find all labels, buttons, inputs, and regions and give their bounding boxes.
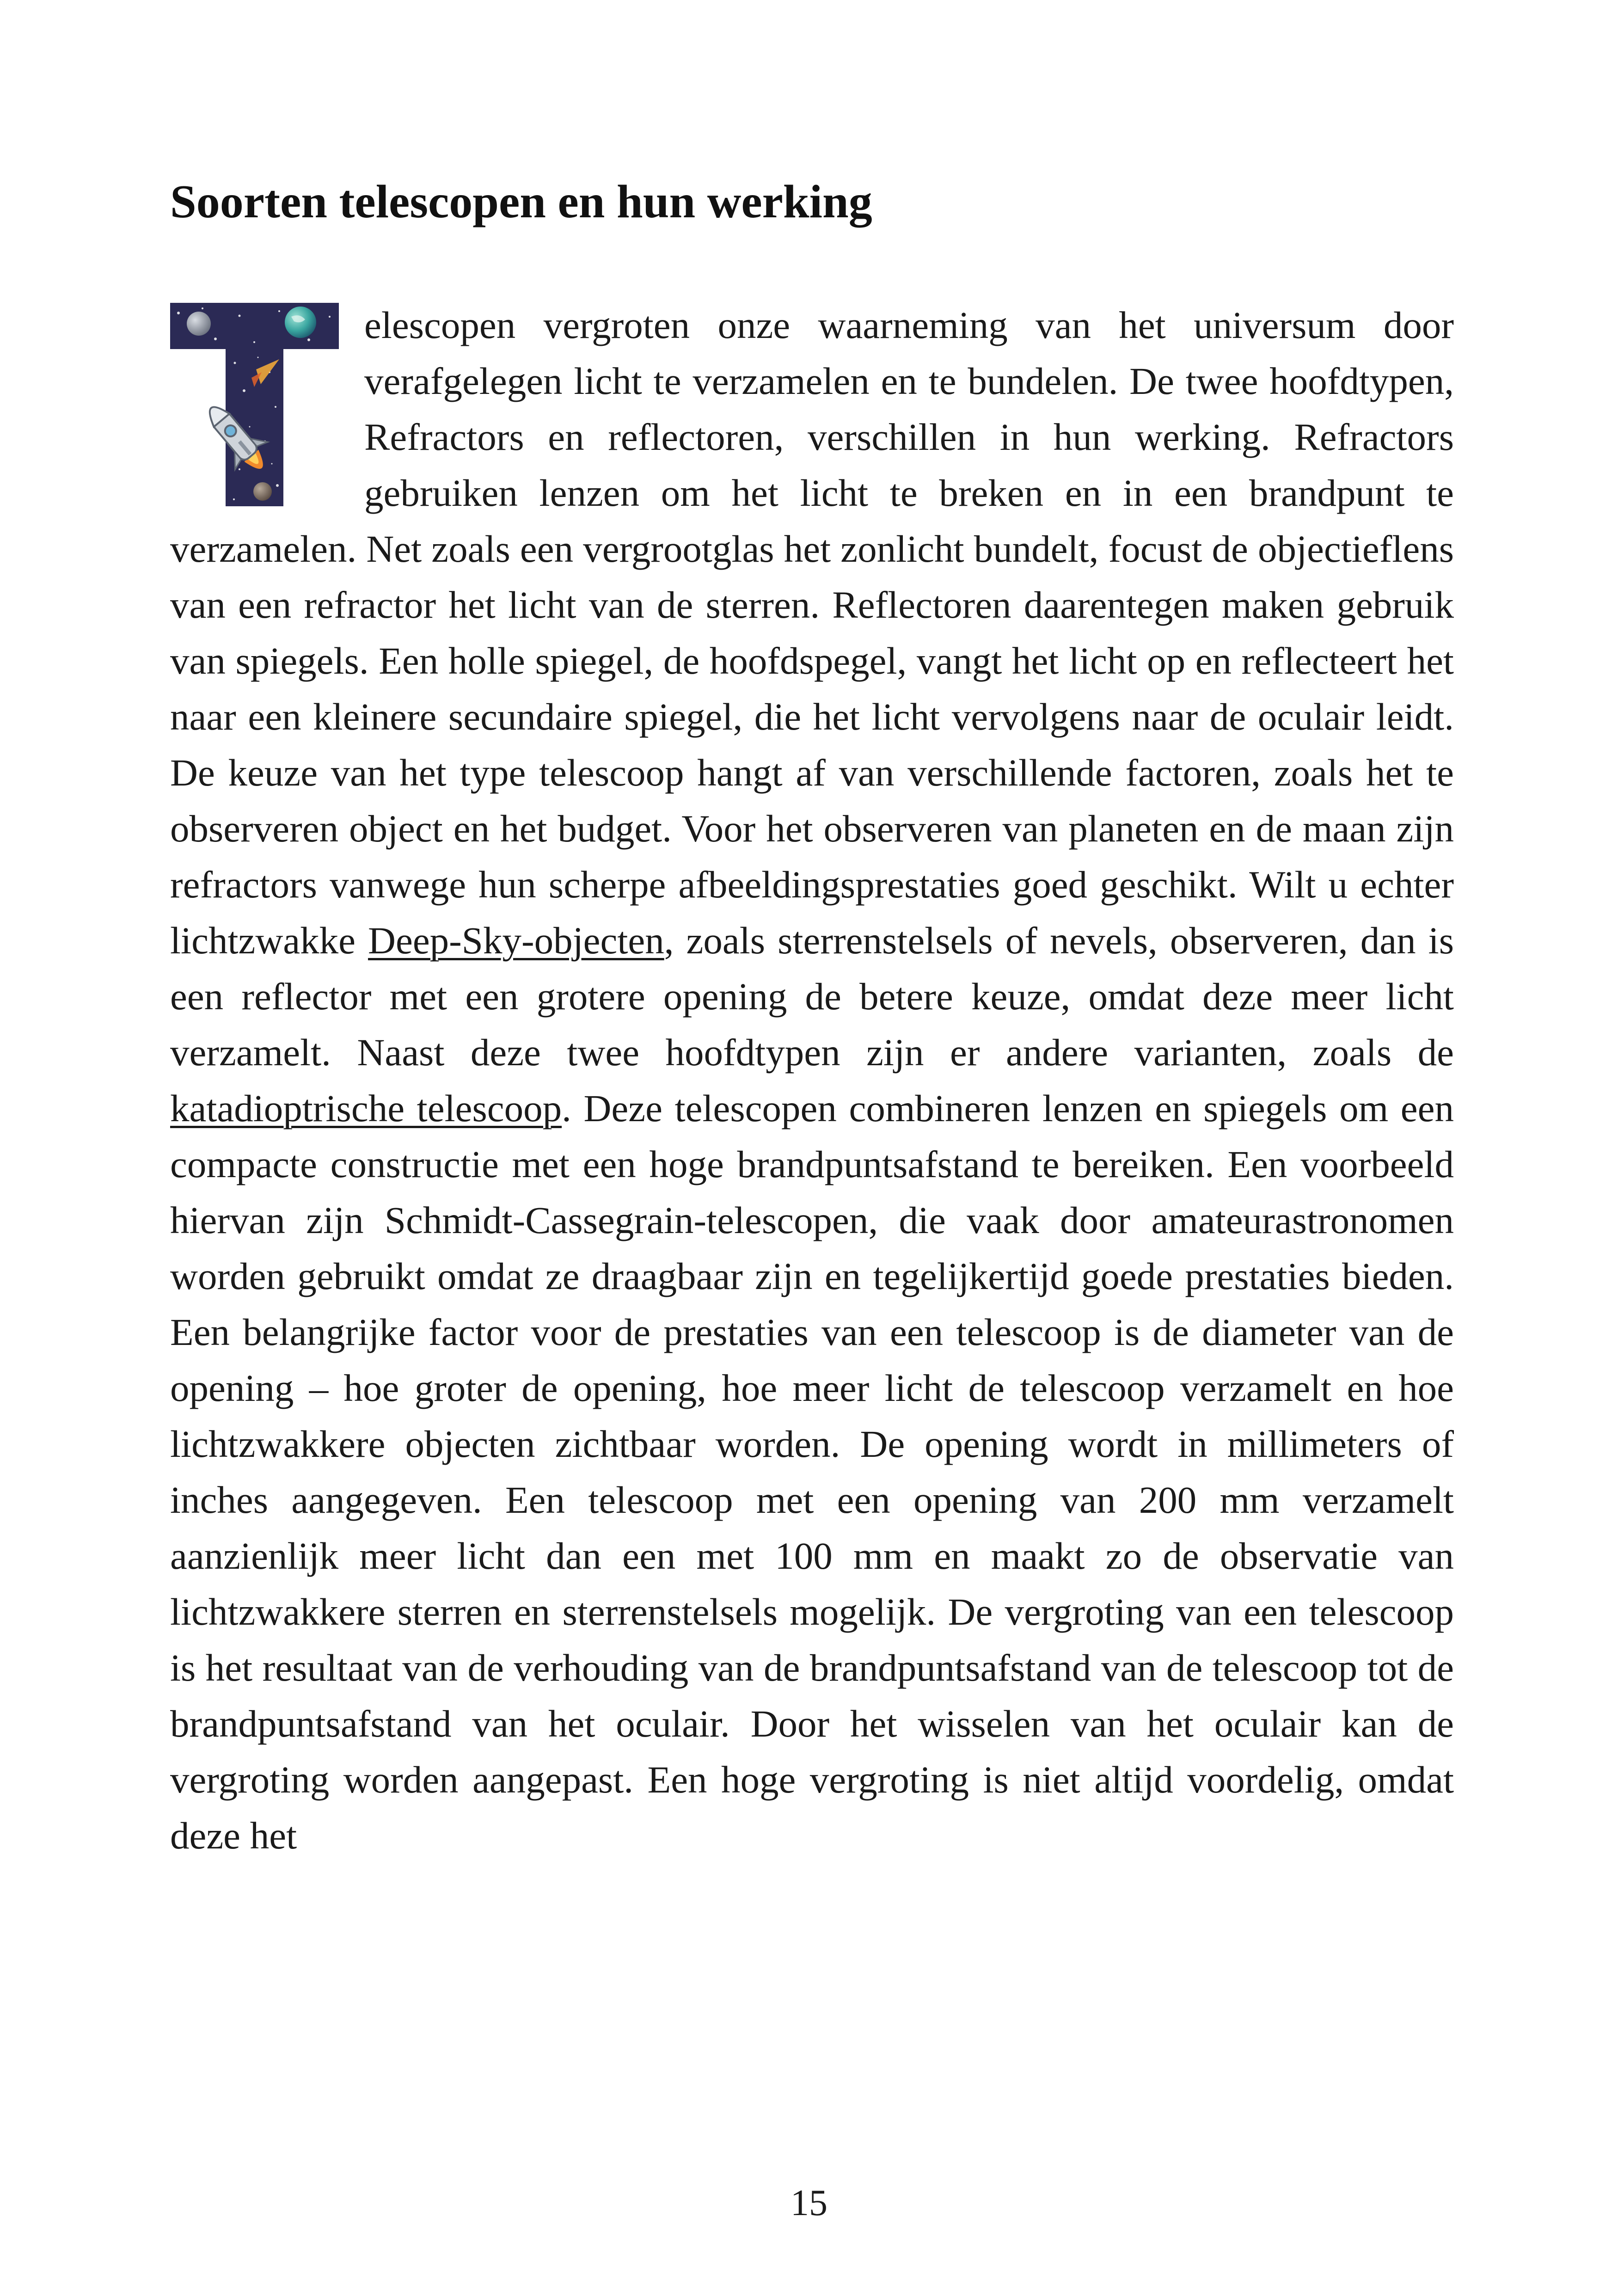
deep-sky-objects-link[interactable]: Deep-Sky-objecten [368,919,664,962]
space-letter-t-icon [170,303,339,506]
paragraph-text-2: , zoals sterrenstelsels of nevels, observeren, dan is een reflector met een grotere opening de betere keuze, omdat deze meer licht verzamelt. Naast deze twee hoofdtypen zijn er andere varianten, zoals de [170,919,1454,1074]
body-paragraph [170,297,1454,1864]
paragraph-text-3: . Deze telescopen combineren lenzen en spiegels om een compacte constructie met een hoge brandpuntsafstand te bereiken. Een voorbeeld hiervan zijn Schmidt-Cassegrain-telescopen, die vaak door amateurastronomen worden gebruikt omdat ze draagbaar zijn en tegelijkertijd goede prestaties bieden. Een belangrijke factor voor de prestaties van een telescoop is de diameter van de opening – hoe groter de opening, hoe meer licht de telescoop verzamelt en hoe lichtzwakkere objecten zichtbaar worden. De opening wordt in millimeters of inches aangegeven. Een telescoop met een opening van 200 mm verzamelt aanzienlijk meer licht dan een met 100 mm en maakt zo de observatie van lichtzwakkere sterren en sterrenstelsels mogelijk. De vergroting van een telescoop is het resultaat van de verhouding van de brandpuntsafstand van de telescoop tot de brandpuntsafstand van het oculair. Door het wisselen van het oculair kan de vergroting worden aangepast. Een hoge vergroting is niet altijd voordelig, omdat deze het [170,1087,1454,1857]
catadioptric-telescope-link[interactable]: katadioptrische telescoop [170,1087,562,1130]
paragraph-text-1: elescopen vergroten onze waarneming van het universum door verafgelegen licht te verzamelen en te bundelen. De twee hoofdtypen, Refractors en reflectoren, verschillen in hun werking. Refractors gebruiken lenzen om het licht te breken en in een brandpunt te verzamelen. Net zoals een vergrootglas het zonlicht bundelt, focust de objectieflens van een refractor het licht van de sterren. Reflectoren daarentegen maken gebruik van spiegels. Een holle spiegel, de hoofdspegel, vangt het licht op en reflecteert het naar een kleinere secundaire spiegel, die het licht vervolgens naar de oculair leidt. De keuze van het type telescoop hangt af van verschillende factoren, zoals het te observeren object en het budget. Voor het observeren van planeten en de maan zijn refractors vanwege hun scherpe afbeeldingsprestaties goed geschikt. Wilt u echter lichtzwakke [170,304,1454,962]
page-title: Soorten telescopen en hun werking [170,176,872,228]
page-number: 15 [791,2183,827,2223]
